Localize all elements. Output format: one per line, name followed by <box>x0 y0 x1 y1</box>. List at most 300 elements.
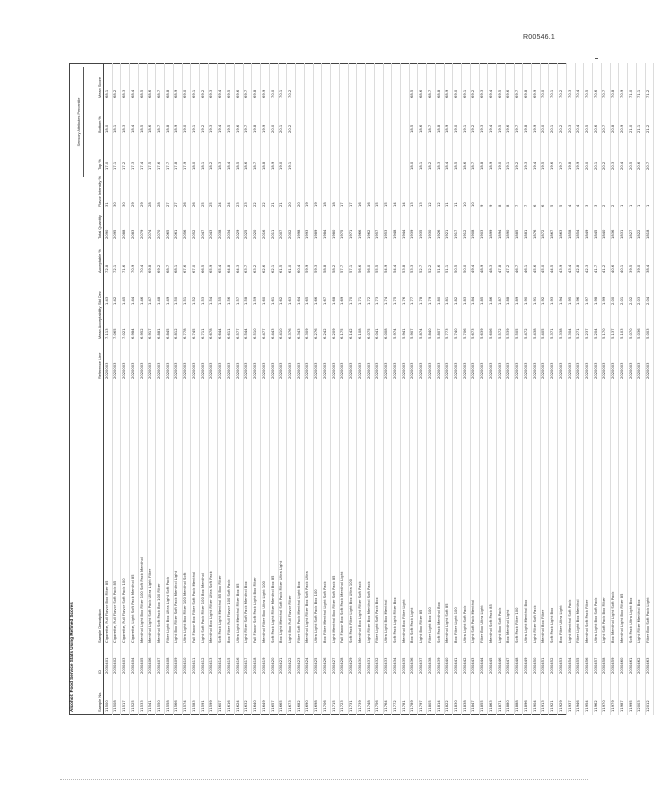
table-cell: 1.61 <box>270 296 275 305</box>
table-cell: 2030421 <box>279 657 284 674</box>
table-cell: 19.8 <box>253 124 258 133</box>
table-cell: 5.371 <box>550 328 555 339</box>
table-cell: 2020003 <box>611 362 616 379</box>
table-cell: 70.2 <box>558 89 563 98</box>
table-cell: 2020003 <box>453 362 458 379</box>
table-cell: 52.7 <box>419 264 424 273</box>
table-row <box>174 63 183 715</box>
table-cell: 68.6 <box>148 89 153 98</box>
table-cell: 1.82 <box>453 296 458 305</box>
table-cell: 1930 <box>427 229 432 239</box>
table-cell: 1.69 <box>340 296 345 305</box>
table-cell: 18.6 <box>419 124 424 133</box>
table-cell: 2020003 <box>209 362 214 379</box>
table-cell: 45.0 <box>541 264 546 273</box>
table-cell: 2020003 <box>148 362 153 379</box>
table-cell: 6.443 <box>270 328 275 339</box>
table-cell: 11517 <box>122 700 127 712</box>
table-cell: 11706 <box>322 700 327 712</box>
table-row <box>471 63 480 715</box>
table-cell: 2030418 <box>253 657 258 674</box>
table-cell: 68.1 <box>104 89 109 98</box>
table-cell: 2034 <box>226 229 231 239</box>
table-cell: 69.7 <box>244 89 249 98</box>
table-cell: 1.63 <box>288 296 293 305</box>
table-cell: Menthol Light Soft 85 <box>445 603 450 643</box>
table-cell: 6.242 <box>322 328 327 339</box>
table-row <box>497 63 506 715</box>
table-cell: 1.70 <box>349 296 354 305</box>
table-cell: 58.2 <box>331 264 336 273</box>
table-cell: 2088 <box>122 229 127 239</box>
table-cell: 2020003 <box>488 362 493 379</box>
table-row <box>392 63 401 715</box>
table-cell: 1.78 <box>419 296 424 305</box>
table-cell: 2030414 <box>218 657 223 674</box>
table-cell: 2020003 <box>174 362 179 379</box>
table-cell: 68.5 <box>139 89 144 98</box>
table-cell: 31 <box>104 202 109 207</box>
table-cell: 2020003 <box>541 362 546 379</box>
table-cell: Light Menthol Box Filter Soft Pack 85 <box>331 575 336 643</box>
table-cell: 13 <box>410 202 415 207</box>
table-row <box>357 63 366 715</box>
table-cell: 69.2 <box>157 264 161 273</box>
table-cell: 19.5 <box>226 124 231 133</box>
table-row <box>148 63 157 715</box>
table-cell: 69.9 <box>532 89 537 98</box>
table-cell: 2030443 <box>471 657 476 674</box>
table-row <box>296 63 305 715</box>
table-cell: 26 <box>183 202 188 207</box>
table-cell: 2030406 <box>148 657 153 674</box>
table-row <box>235 63 244 715</box>
table-cell: 2020003 <box>235 362 240 379</box>
table-cell: 17.8 <box>174 161 179 170</box>
table-cell: 12 <box>436 202 441 207</box>
table-cell: 2056 <box>183 229 188 239</box>
table-cell: Menthol Light Box Filter 100 Soft Pack Menthol <box>139 557 144 643</box>
table-cell: 2030431 <box>366 657 371 674</box>
table-cell: 2.02 <box>628 296 633 305</box>
table-cell: 5 <box>550 204 555 207</box>
table-cell: 11781 <box>401 700 406 712</box>
table-cell: 69.3 <box>209 89 214 98</box>
table-cell: 11698 <box>314 700 319 712</box>
table-cell: 11855 <box>480 700 485 712</box>
table-cell: Menthol Box Light Filter Ultra Soft Pack <box>209 571 214 643</box>
table-cell: 49.4 <box>471 264 476 273</box>
table-cell: 6.209 <box>331 328 336 339</box>
table-cell: 18.7 <box>157 124 161 133</box>
table-cell: Light Menthol Soft Pack <box>567 599 572 643</box>
table-row <box>418 63 427 715</box>
table-cell: 20.4 <box>576 124 581 133</box>
table-cell: 18.4 <box>226 161 231 170</box>
table-cell: 11748 <box>366 700 371 712</box>
table-cell: 1.99 <box>602 296 607 305</box>
table-cell: 1.49 <box>165 296 170 305</box>
table-cell: 11888 <box>515 700 520 712</box>
table-cell: 19 <box>314 202 319 207</box>
table-cell: 70.7 <box>602 89 607 98</box>
table-cell: 18 <box>331 202 336 207</box>
table-cell: 68.1 <box>174 264 179 273</box>
table-cell: 6.984 <box>130 328 135 339</box>
table-cell: 1966 <box>357 229 362 239</box>
table-row <box>646 63 654 715</box>
table-cell: 1948 <box>392 229 397 239</box>
table-cell: 11640 <box>253 700 258 712</box>
table-cell: Soft Pack Light Filter Menthol Box 85 <box>270 575 275 643</box>
table-cell: 68.7 <box>165 264 170 273</box>
table-cell: 2020003 <box>270 362 275 379</box>
table-cell: 46.1 <box>523 264 528 273</box>
table-cell: 6.778 <box>183 328 188 339</box>
table-cell: 1912 <box>462 229 467 239</box>
table-cell: 2030435 <box>401 657 406 674</box>
table-cell: 69.4 <box>218 89 223 98</box>
table-row <box>340 63 349 715</box>
table-cell: 2020003 <box>532 362 537 379</box>
table-cell: 1845 <box>593 229 598 239</box>
page-id: R00546.1 <box>523 34 555 41</box>
table-cell: 18.8 <box>436 124 441 133</box>
table-cell: 2020003 <box>331 362 336 379</box>
table-cell: Box Filter Menthol Light Soft Pack <box>322 581 327 643</box>
table-cell: 50.5 <box>453 264 458 273</box>
table-cell: 2030448 <box>515 657 520 674</box>
table-cell: 6.881 <box>157 328 161 339</box>
table-cell: 1.83 <box>462 296 467 305</box>
table-cell: Cigarette, Light Soft Pack Menthol 85 <box>130 574 135 643</box>
table-cell: 11624 <box>235 700 240 712</box>
table-cell: Soft Pack Light Menthol 85 Box Filter <box>218 575 223 643</box>
table-cell: 42.3 <box>584 264 589 273</box>
table-row <box>209 63 218 715</box>
table-cell: 5.740 <box>453 328 458 339</box>
table-cell: Box Menthol Light <box>506 609 511 643</box>
table-row <box>349 63 358 715</box>
table-cell: 19 <box>305 202 310 207</box>
table-cell: 11904 <box>532 700 537 712</box>
table-cell: 30 <box>122 202 127 207</box>
table-cell: 58.8 <box>322 264 327 273</box>
table-cell: 11995 <box>628 700 633 712</box>
table-cell: 68.3 <box>122 89 127 98</box>
table-cell: 2030405 <box>139 657 144 674</box>
table-cell: 6.175 <box>340 328 345 339</box>
table-cell: 2020003 <box>366 362 371 379</box>
table-cell: 6.952 <box>139 328 144 339</box>
table-cell: 17.3 <box>130 161 135 170</box>
col-header: Flavor Intensity % <box>97 176 103 207</box>
table-cell: 51.1 <box>445 264 450 273</box>
table-row <box>523 63 532 715</box>
table-cell: 7.113 <box>104 328 109 339</box>
table-cell: 18.3 <box>436 161 441 170</box>
table-cell: 2030454 <box>567 657 572 674</box>
table-cell: 19.7 <box>558 161 563 170</box>
table-cell: 2020003 <box>567 362 572 379</box>
table-cell: 2020003 <box>593 362 598 379</box>
table-row <box>384 63 393 715</box>
table-cell: 68.9 <box>174 89 179 98</box>
table-cell: 11649 <box>261 700 266 712</box>
table-cell: 20.7 <box>646 161 651 170</box>
table-cell: 11500 <box>104 700 109 712</box>
table-cell: 11847 <box>471 700 476 712</box>
table-cell: 12012 <box>646 700 651 712</box>
table-cell: 69.1 <box>462 89 467 98</box>
table-cell: 11797 <box>419 700 424 712</box>
table-cell: 6.309 <box>305 328 310 339</box>
table-cell: 2020003 <box>602 362 607 379</box>
table-cell: 2030444 <box>480 657 485 674</box>
table-cell: 2020003 <box>462 362 467 379</box>
table-cell: 69.4 <box>488 89 493 98</box>
table-cell: 69.8 <box>253 89 258 98</box>
table-cell: Box Filter Full Flavor 100 Soft Pack <box>226 579 231 643</box>
table-cell: 70.2 <box>288 89 293 98</box>
table-cell: 6.711 <box>200 328 205 339</box>
table-row <box>549 63 558 715</box>
table-cell: 2020003 <box>279 362 284 379</box>
table-cell: 2020003 <box>401 362 406 379</box>
table-cell: 62.1 <box>270 264 275 273</box>
table-cell: 1.94 <box>558 296 563 305</box>
table-cell: Soft Pack Filter Light Box Ultra 100 <box>349 579 354 643</box>
table-cell: 2030449 <box>523 657 528 674</box>
table-cell: 2030404 <box>130 657 135 674</box>
table-cell: 20.6 <box>637 161 642 170</box>
table-cell: 5.874 <box>419 328 424 339</box>
table-cell: 6.644 <box>218 328 223 339</box>
table-cell: 72.1 <box>113 264 118 273</box>
table-cell: 2020003 <box>253 362 258 379</box>
table-cell: 2030408 <box>165 657 170 674</box>
table-row <box>567 63 576 715</box>
table-cell: 68.8 <box>436 89 441 98</box>
col-header: Top % <box>97 159 103 170</box>
table-cell: 2030428 <box>340 657 345 674</box>
table-cell: 7 <box>523 204 528 207</box>
table-cell: 48.9 <box>480 264 485 273</box>
table-cell: 52.2 <box>427 264 432 273</box>
table-cell: 1.98 <box>593 296 598 305</box>
table-cell: 2.00 <box>611 296 616 305</box>
table-cell: 19.9 <box>261 124 266 133</box>
table-cell: 27 <box>165 202 170 207</box>
table-cell: 71.2 <box>646 89 651 98</box>
table-cell: 18.9 <box>174 124 179 133</box>
table-cell: 1935 <box>419 229 424 239</box>
table-cell: 17.9 <box>183 161 188 170</box>
table-cell: 1.84 <box>471 296 476 305</box>
table-row <box>113 63 122 715</box>
table-cell: 2030413 <box>209 657 214 674</box>
table-cell: 2020003 <box>550 362 555 379</box>
table-cell: 1.97 <box>584 296 589 305</box>
table-cell: 2030446 <box>497 657 502 674</box>
table-cell: 2030412 <box>200 657 205 674</box>
table-cell: 24 <box>226 202 231 207</box>
table-cell: 1.54 <box>209 296 214 305</box>
table-cell: 6.477 <box>261 328 266 339</box>
table-cell: 2020003 <box>637 362 642 379</box>
table-cell: 2030416 <box>235 657 240 674</box>
table-cell: 70.9 <box>130 264 135 273</box>
table-cell: 1.48 <box>157 296 161 305</box>
table-cell: 11541 <box>148 700 153 712</box>
table-cell: Menthol Light Soft Pack Ultra Light Filter <box>148 568 153 643</box>
table-cell: 2020003 <box>410 362 415 379</box>
table-cell: 70.5 <box>584 89 589 98</box>
table-cell: 1858 <box>567 229 572 239</box>
table-cell: 65.4 <box>218 264 223 273</box>
table-cell: 11772 <box>392 700 397 712</box>
table-cell: 2030458 <box>602 657 607 674</box>
table-cell: 1.86 <box>488 296 493 305</box>
table-cell: 11632 <box>244 700 249 712</box>
table-cell: 3 <box>593 204 598 207</box>
table-cell: 2043 <box>209 229 214 239</box>
table-cell: 8 <box>497 204 502 207</box>
table-cell: 18.0 <box>410 161 415 170</box>
table-cell: 1827 <box>628 229 633 239</box>
table-cell: 20.3 <box>611 161 616 170</box>
table-cell: 1962 <box>366 229 371 239</box>
table-cell: 11673 <box>288 700 293 712</box>
table-cell: 6.343 <box>296 328 301 339</box>
table-cell: 18.4 <box>445 161 450 170</box>
table-cell: 11657 <box>270 700 275 712</box>
table-cell: 6.845 <box>165 328 170 339</box>
table-cell: 11 <box>445 202 450 207</box>
table-cell: 11583 <box>191 700 196 712</box>
table-cell: 2030407 <box>157 657 161 674</box>
table-cell: Ultra Light Box Soft Pack <box>593 597 598 643</box>
table-cell: 5.003 <box>646 328 651 339</box>
table-cell: 2030452 <box>550 657 555 674</box>
table-cell: 2020003 <box>122 362 127 379</box>
table-cell: 19.4 <box>488 124 493 133</box>
table-cell: 2030401 <box>104 657 109 674</box>
table-cell: 70.4 <box>576 89 581 98</box>
table-cell: 69.2 <box>471 89 476 98</box>
table-cell: 59.3 <box>314 264 319 273</box>
table-cell: 11 <box>453 202 458 207</box>
table-cell: 19.2 <box>471 124 476 133</box>
table-cell: 2020 <box>253 229 258 239</box>
table-cell: 2020003 <box>576 362 581 379</box>
table-cell: 2030445 <box>488 657 493 674</box>
table-cell: 11616 <box>226 700 231 712</box>
table-cell: 16 <box>357 202 362 207</box>
table-cell: 2030419 <box>261 657 266 674</box>
table-cell: 2079 <box>139 229 144 239</box>
table-cell: Filter Box Ultra Light <box>480 605 485 643</box>
table-cell: 69.3 <box>480 89 485 98</box>
table-cell: 18.8 <box>480 161 485 170</box>
table-cell: 2002 <box>288 229 293 239</box>
table-cell: 70.8 <box>611 89 616 98</box>
table-cell: 17.2 <box>122 161 127 170</box>
table-cell: 1.51 <box>183 296 188 305</box>
table-cell: 19.6 <box>235 124 240 133</box>
table-cell: Menthol Box Filter Light <box>401 599 406 643</box>
table-row <box>462 63 471 715</box>
table-cell: 19.2 <box>200 124 205 133</box>
table-cell: 1.80 <box>436 296 441 305</box>
table-cell: 19.7 <box>515 124 520 133</box>
table-cell: 9 <box>480 204 485 207</box>
table-row <box>427 63 436 715</box>
table-cell: Box Light Menthol Soft Pack Filter Ultra Light <box>279 560 284 643</box>
table-cell: Light Filter Soft Pack Menthol Box <box>244 581 249 643</box>
table-cell: 2030453 <box>558 657 563 674</box>
table-cell: 5.271 <box>576 328 581 339</box>
table-cell: 69.0 <box>453 89 458 98</box>
table-cell: 2065 <box>165 229 170 239</box>
table-cell: 2030430 <box>357 657 362 674</box>
table-cell: 18.4 <box>130 124 135 133</box>
table-cell: Filter Light Box 100 <box>427 607 432 643</box>
table-cell: 22 <box>261 202 266 207</box>
table-row <box>244 63 253 715</box>
table-cell: 1.87 <box>497 296 502 305</box>
table-cell: 5.304 <box>567 328 572 339</box>
table-cell: Menthol Box Filter <box>541 609 546 643</box>
table-cell: 1.52 <box>191 296 196 305</box>
table-cell: Box Menthol Light Soft Pack <box>611 591 616 643</box>
table-cell: 2030450 <box>532 657 537 674</box>
table-cell: 1989 <box>314 229 319 239</box>
table-cell: 18.9 <box>445 124 450 133</box>
table-cell: 1.43 <box>104 296 109 305</box>
table-cell: 1.66 <box>314 296 319 305</box>
table-row <box>218 63 227 715</box>
col-header: Mean Acceptability <box>97 306 103 339</box>
table-cell: 19.6 <box>550 161 555 170</box>
table-cell: 20.4 <box>619 161 624 170</box>
table-cell: 70.6 <box>593 89 598 98</box>
table-cell: 68.8 <box>165 89 170 98</box>
table-cell: 2020003 <box>419 362 424 379</box>
table-cell: 17 <box>340 202 345 207</box>
table-cell: 11764 <box>384 700 389 712</box>
table-cell: 11954 <box>584 700 589 712</box>
table-cell: 2020003 <box>157 362 161 379</box>
table-cell: 11574 <box>183 700 188 712</box>
table-row <box>104 63 113 715</box>
rotated-table <box>69 63 651 715</box>
table-cell: 1.67 <box>322 296 327 305</box>
table-cell: Box Filter Ultra Light <box>558 605 563 643</box>
table-cell: 1.68 <box>331 296 336 305</box>
table-cell: 2030447 <box>506 657 511 674</box>
corner-mark <box>595 58 598 59</box>
table-cell: 1.81 <box>445 296 450 305</box>
table-row <box>541 63 550 715</box>
table-cell: 5.103 <box>619 328 624 339</box>
table-cell: 1921 <box>445 229 450 239</box>
table-cell: 19.1 <box>288 161 293 170</box>
table-cell: 18.5 <box>410 124 415 133</box>
table-cell: 6.142 <box>349 328 354 339</box>
table-cell: 2070 <box>157 229 161 239</box>
table-row <box>401 63 410 715</box>
